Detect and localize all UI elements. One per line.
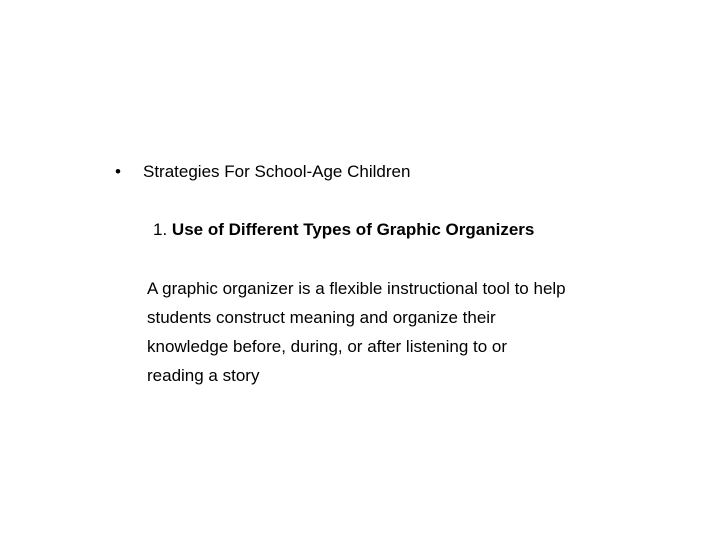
body-paragraph: [147, 274, 617, 390]
subheading-number: 1.: [153, 220, 168, 239]
bullet-marker: •: [115, 162, 121, 181]
paragraph-line: A graphic organizer is a flexible instructional tool to help: [147, 279, 566, 298]
bullet-text: Strategies For School-Age Children: [143, 162, 411, 181]
paragraph-line: reading a story: [147, 366, 260, 385]
bullet-item: [115, 160, 410, 184]
numbered-subheading: [153, 218, 534, 242]
subheading-title: Use of Different Types of Graphic Organizers: [171, 220, 535, 239]
paragraph-line: knowledge before, during, or after listening to or: [147, 337, 508, 356]
paragraph-line: students construct meaning and organize their: [147, 308, 496, 327]
